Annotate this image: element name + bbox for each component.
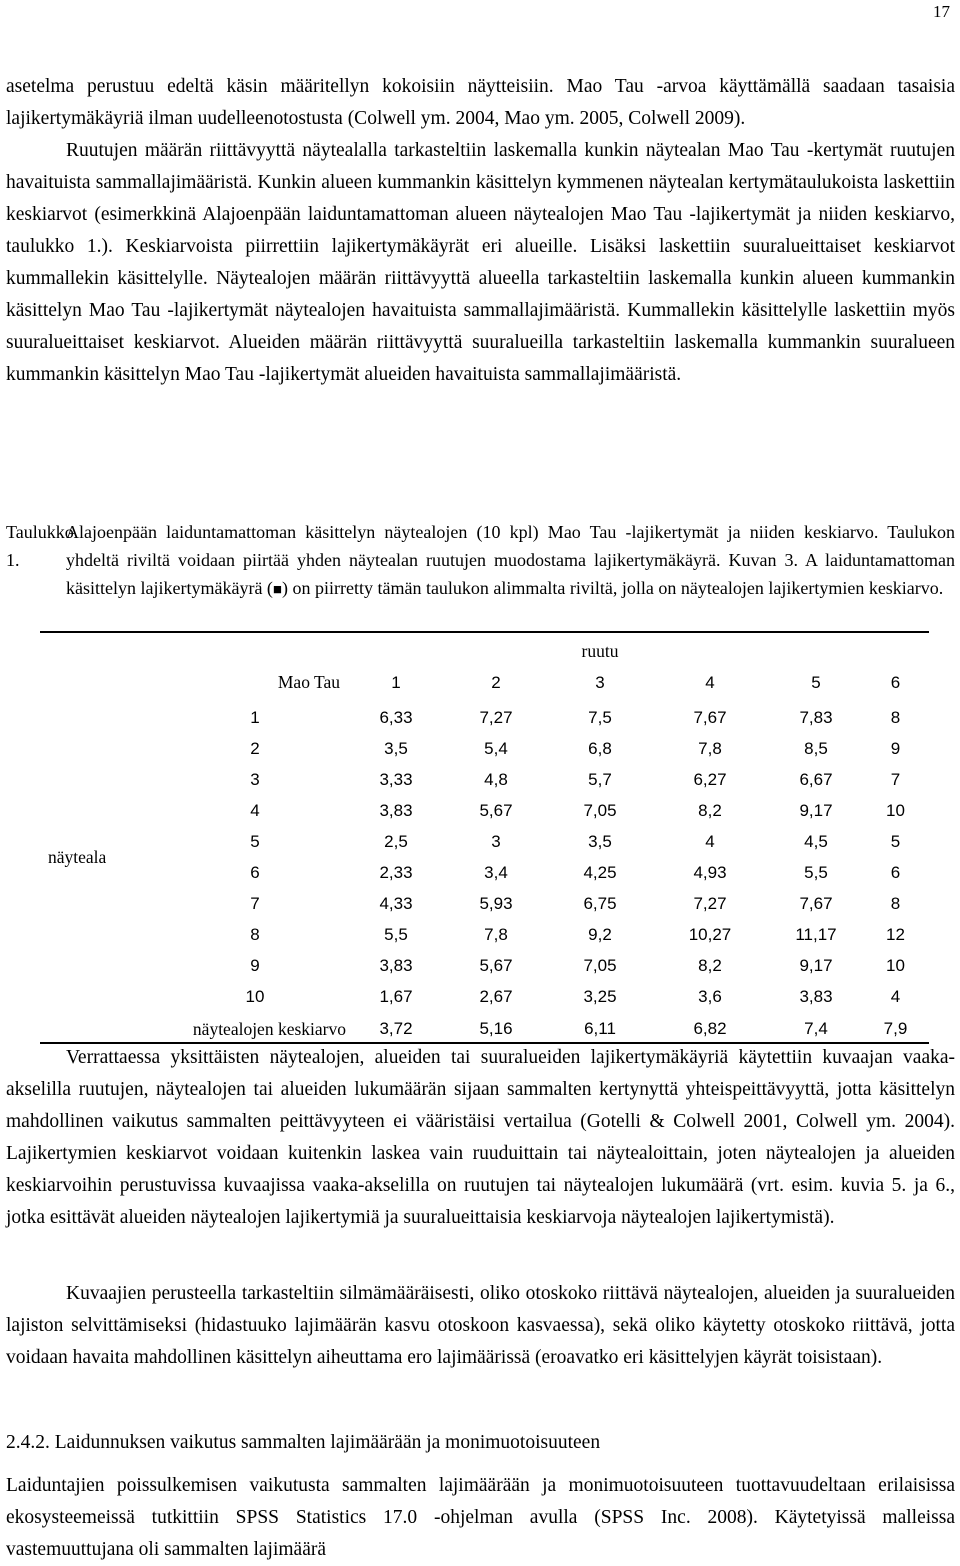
mean-cell: 5,16: [479, 1019, 513, 1038]
table-cell: 7,67: [799, 893, 833, 913]
table-mean-row: [40, 1012, 929, 1046]
page-number: 17: [933, 2, 950, 21]
column-header: 4: [705, 672, 715, 692]
table-cell: 6,27: [693, 769, 727, 789]
table-row: [40, 857, 929, 888]
table-cell: 4: [890, 986, 901, 1006]
table-cell: 9: [890, 738, 901, 758]
row-label: 2: [250, 738, 260, 758]
table-cell: 10: [886, 955, 905, 975]
table-cell: 11,17: [795, 924, 837, 944]
body-paragraph-3: Kuvaajien perusteella tarkasteltiin silmämääräisesti, oliko otoskoko riittävä näytealojen, alueiden ja suuralueiden lajiston selvittämiseksi (hidastuuko lajimäärän kasvu otoskoon kasvaessa), sekä oliko käytetty otoskoko riittävä, jotta voidaan havaita mahdollinen käsittelyn aiheuttama ero lajimäärissä (eroavatko eri käsittelyjen käyrät toisistaan).: [6, 1283, 955, 1368]
table-cell: 8: [890, 707, 901, 727]
table-cell: 7,27: [479, 707, 513, 727]
table-cell: 5,4: [484, 738, 508, 758]
column-header: 6: [890, 672, 901, 692]
body-paragraph-1: [6, 71, 955, 391]
table-row: [40, 888, 929, 919]
table-column-header-row: [40, 667, 929, 698]
table-cell: 2,33: [379, 862, 413, 882]
caption-text-after: ) on piirretty tämän taulukon alimmalta riviltä, jolla on näytealojen lajikertymien keskiarvo.: [281, 578, 944, 598]
table-row: [40, 919, 929, 950]
table-cell: 3,5: [384, 738, 408, 758]
table-cell: 7,5: [588, 707, 612, 727]
table-cell: 3,83: [379, 800, 413, 820]
table-cell: 2,5: [384, 831, 408, 851]
mean-cell: 6,11: [584, 1019, 616, 1038]
table-cell: 3,25: [583, 986, 617, 1006]
table-cell: 10: [886, 800, 905, 820]
table-cell: 7,8: [484, 924, 508, 944]
table-cell: 5,67: [479, 955, 513, 975]
table-cell: 10,27: [688, 924, 732, 944]
table-cell: 7,27: [693, 893, 727, 913]
column-header: 5: [811, 672, 821, 692]
column-group-label: ruutu: [581, 641, 619, 661]
table-cell: 3,33: [379, 769, 413, 789]
table-row: [40, 795, 929, 826]
table-row: [40, 733, 929, 764]
mean-cell: 7,4: [804, 1019, 828, 1038]
section-heading: 2.4.2. Laidunnuksen vaikutus sammalten lajimäärään ja monimuotoisuuteen: [6, 1432, 601, 1453]
table-row: [40, 826, 929, 857]
row-label: 7: [250, 893, 260, 913]
table-caption-label: Taulukko 1.: [6, 522, 74, 570]
table-cell: 4,25: [583, 862, 617, 882]
table-cell: 8: [890, 893, 901, 913]
table-cell: 12: [886, 924, 905, 944]
table-cell: 2,67: [479, 986, 513, 1006]
table-cell: 3,6: [698, 986, 722, 1006]
table-cell: 9,17: [799, 800, 833, 820]
table-cell: 7,67: [693, 707, 727, 727]
mean-row-label: näytealojen keskiarvo: [192, 1018, 346, 1039]
row-label: 6: [250, 862, 260, 882]
row-label: 1: [250, 707, 260, 727]
table-cell: 6,8: [588, 738, 612, 758]
column-header: 2: [491, 672, 501, 692]
paragraph-1b-text: Ruutujen määrän riittävyyttä näytealalla tarkasteltiin laskemalla kunkin näytealan Mao Tau -kertymät ruutujen havaituista sammallajimääristä. Kunkin alueen kummankin käsittelyn kymmenen näytealan kertymätaulukoista laskettiin keskiarvot (esimerkkinä Alajoenpään laiduntamattoman alueen näytealojen Mao Tau -lajikertymät ja niiden keskiarvo, taulukko 1.). Keskiarvoista piirrettiin lajikertymäkäyrät eri alueille. Lisäksi laskettiin suuralueittaiset keskiarvot kummallekin käsittelylle. Näytealojen määrän riittävyyttä alueella tarkasteltiin laskemalla kunkin alueen kummankin käsittelyn Mao Tau -lajikertymät näytealojen havaituista sammallajimääristä. Kummallekin käsittelylle laskettiin myös suuralueittaiset keskiarvot. Alueiden määrän riittävyyttä suuralueilla tarkasteltiin laskemalla kummankin suuralueen kummankin käsittelyn Mao Tau -lajikertymät alueiden havaituista sammallajimääristä.: [6, 140, 955, 385]
table-cell: 5,5: [804, 862, 828, 882]
table-cell: 5,7: [588, 769, 612, 789]
table-cell: 8,2: [698, 800, 722, 820]
row-label: 10: [245, 986, 265, 1006]
table-caption: [6, 518, 955, 604]
table-caption-text: [66, 518, 955, 604]
table-cell: 6,67: [799, 769, 833, 789]
mean-cell: 3,72: [379, 1019, 413, 1038]
row-label: 5: [250, 831, 260, 851]
row-label: 4: [250, 800, 260, 820]
table-group-header-row: [40, 636, 929, 667]
table-cell: 8,5: [804, 738, 828, 758]
table-cell: 3: [491, 831, 501, 851]
caption-text-before: Alajoenpään laiduntamattoman käsittelyn näytealojen (10 kpl) Mao Tau -lajikertymät ja niiden keskiarvo. Taulukon yhdeltä riviltä voidaan piirtää yhden näytealan ruutujen muodostama lajikertymäkäyrä. Kuvan 3. A laiduntamattoman käsittelyn lajikertymäkäyrä (: [66, 522, 955, 598]
table-cell: 4,5: [804, 831, 828, 851]
table-cell: 3,83: [799, 986, 833, 1006]
row-label: 9: [250, 955, 260, 975]
table-cell: 5,67: [479, 800, 513, 820]
table-cell: 7,05: [583, 800, 617, 820]
table-cell: 7,05: [583, 955, 617, 975]
column-header: 1: [391, 672, 401, 692]
table-cell: 7,8: [698, 738, 722, 758]
black-square-icon: ■: [272, 582, 282, 598]
table-cell: 7: [890, 769, 901, 789]
table-cell: 6,75: [583, 893, 617, 913]
table-row: [40, 764, 929, 795]
table-cell: 4,8: [484, 769, 508, 789]
mean-cell: 6,82: [693, 1019, 727, 1038]
table-cell: 7,83: [799, 707, 833, 727]
column-header: 3: [595, 672, 605, 692]
table-cell: 3,5: [588, 831, 612, 851]
mao-tau-table: [40, 636, 929, 1046]
table-cell: 5,93: [479, 893, 513, 913]
table-cell: 4,33: [379, 893, 413, 913]
mean-cell: 7,9: [883, 1019, 908, 1038]
table-cell: 8,2: [698, 955, 722, 975]
table-cell: 1,67: [379, 986, 413, 1006]
table-cell: 4: [705, 831, 715, 851]
stub-header: Mao Tau: [277, 672, 340, 692]
table-cell: 5: [890, 831, 901, 851]
table-cell: 6,33: [379, 707, 413, 727]
paragraph-1-text: asetelma perustuu edeltä käsin määritellyn kokoisiin näytteisiin. Mao Tau -arvoa käyttämällä saadaan tasaisia lajikertymäkäyriä ilman uudelleenotostusta (Colwell ym. 2004, Mao ym. 2005, Colwell 2009).: [6, 76, 955, 129]
table-row: [40, 950, 929, 981]
table-row: [40, 698, 929, 733]
body-paragraph-2: Verrattaessa yksittäisten näytealojen, alueiden tai suuralueiden lajikertymäkäyriä käytettiin kuvaajan vaaka-akselilla ruutujen, näytealojen tai alueiden lukumäärän sijaan sammalten kertynyttä yhteispeittävyyttä, jotta käsittelyn mahdollinen vaikutus sammalten peittävyyteen ei vääristäisi vertailua (Gotelli & Colwell 2001, Colwell ym. 2004). Lajikertymien keskiarvot voidaan kuitenkin laskea vain ruuduittain tai näytealoittain, joten näytealojen ja alueiden keskiarvoihin perustuvissa kuvaajissa vaaka-akselilla on ruutujen tai näytealojen lukumäärä (vrt. esim. kuvia 5. ja 6., jotka esittävät alueiden näytealojen lajikertymiä ja suuralueittaisia keskiarvoja näytealojen lajikertymistä).: [6, 1047, 955, 1228]
body-paragraph-4: Laiduntajien poissulkemisen vaikutusta sammalten lajimäärään ja monimuotoisuuteen tuottavuudeltaan erilaisissa ekosysteemeissä tutkittiin SPSS Statistics 17.0 -ohjelman avulla (SPSS Inc. 2008). Käytetyissä malleissa vastemuuttujana oli sammalten lajimäärä: [6, 1475, 955, 1560]
table-cell: 3,83: [379, 955, 413, 975]
table-row: [40, 981, 929, 1012]
row-label: 3: [250, 769, 260, 789]
table-cell: 4,93: [693, 862, 727, 882]
row-label: 8: [250, 924, 260, 944]
table-cell: 9,2: [588, 924, 612, 944]
table-cell: 9,17: [799, 955, 833, 975]
table-cell: 5,5: [384, 924, 408, 944]
table-cell: 6: [890, 862, 901, 882]
row-group-label: näyteala: [48, 846, 107, 867]
table-top-rule: [40, 631, 929, 633]
table-cell: 3,4: [484, 862, 508, 882]
